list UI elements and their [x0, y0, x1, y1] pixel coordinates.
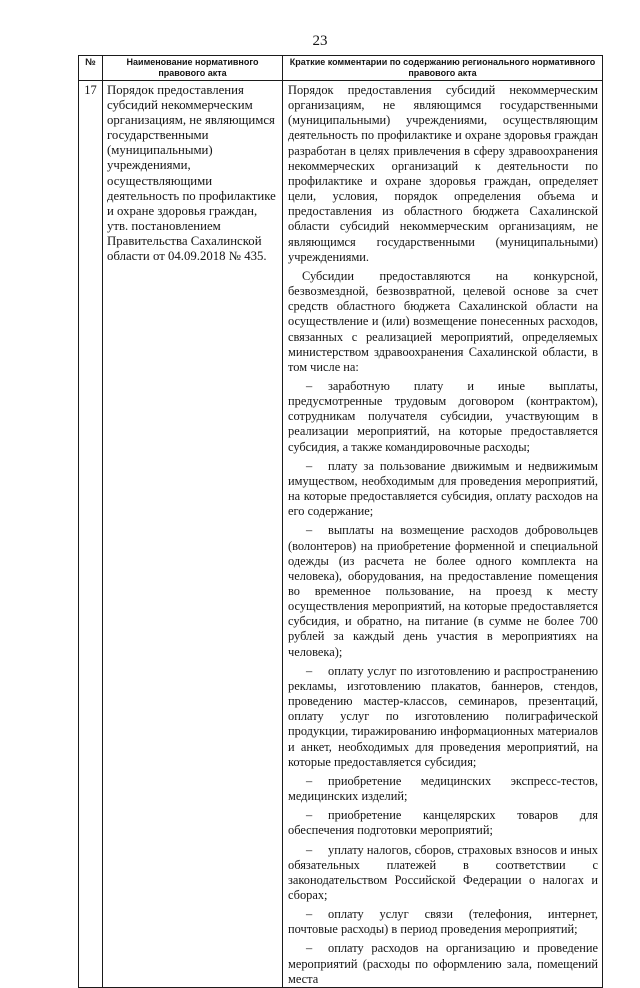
list-item-text: оплату услуг по изготовлению и распространению рекламы, изготовлению плакатов, баннеров, стендов, проведению мастер-классов, семинаров, презентаций, оплату услуг по изготовлению полиграфической продукции, тиражированию информационных материалов и анкет, необходимых для проведения мероприятий, на которые предоставляется субсидия; — [288, 663, 598, 769]
table-header-row — [79, 56, 603, 81]
list-item-text: приобретение канцелярских товаров для обеспечения подготовки мероприятий; — [288, 808, 598, 838]
list-item — [288, 523, 598, 659]
list-item — [288, 774, 598, 804]
list-item-text: выплаты на возмещение расходов добровольцев (волонтеров) на приобретение форменной и специальной одежды (из расчета не более одного комплекта на человека), оборудования, на предоставление помещения во временное пользование, на проезд к месту осуществления мероприятий, на которые предоставляется субсидия, и обратно, на питание (в сумме не более 700 рублей за каждый день участия в мероприятиях на человека); — [288, 523, 598, 659]
regulatory-acts-table — [78, 55, 603, 988]
page-number: 23 — [312, 33, 328, 49]
list-item-text: плату за пользование движимым и недвижимым имуществом, необходимым для проведения мероприятий, на которые предоставляется субсидия, оплату расходов на его содержание; — [288, 458, 598, 519]
row-act-name: Порядок предоставления субсидий некоммерческим организациям, не являющимся государственными (муниципальными) учреждениями, осуществляющими деятельность по профилактике и охране здоровья граждан, утв. постановлением Правительства Сахалинской области от 04.09.2018 № 435. — [103, 81, 283, 988]
header-act-name: Наименование нормативного правового акта — [103, 56, 283, 81]
table-row — [79, 81, 603, 988]
row-comments — [283, 81, 603, 988]
list-item — [288, 907, 598, 937]
dash-bullet: – — [306, 663, 313, 678]
dash-bullet: – — [306, 773, 313, 788]
header-number: № — [79, 56, 103, 81]
list-item-text: оплату услуг связи (телефония, интернет, почтовые расходы) в период проведения мероприятий; — [288, 907, 598, 937]
list-item — [288, 379, 598, 455]
comment-purpose: Субсидии предоставляются на конкурсной, безвозмездной, безвозвратной, целевой основе за счет средств областного бюджета Сахалинской области на осуществление и (или) возмещение понесенных расходов, связанных с реализацией мероприятий, определяемых министерством здравоохранения Сахалинской области, в том числе на: — [288, 268, 598, 374]
list-item-text: приобретение медицинских экспресс-тестов, медицинских изделий; — [288, 773, 598, 804]
list-item-text: оплату расходов на организацию и проведение мероприятий (расходы по оформлению зала, помещений места — [288, 941, 598, 986]
list-item — [288, 664, 598, 770]
dash-bullet: – — [306, 941, 313, 956]
dash-bullet: – — [306, 808, 313, 823]
list-item-text: уплату налогов, сборов, страховых взносов и иных обязательных платежей в соответствии с законодательством Российской Федерации о налогах и сборах; — [288, 842, 598, 902]
dash-bullet: – — [306, 378, 313, 393]
row-number: 17 — [79, 81, 103, 988]
dash-bullet: – — [306, 907, 313, 922]
comment-intro: Порядок предоставления субсидий некоммерческим организациям, не являющимся государственными (муниципальными) учреждениями, осуществляющим деятельность по профилактике и охране здоровья граждан разработан в целях привлечения в сферу здравоохранения некоммерческих организаций к деятельности по профилактике и охране здоровья граждан, определяет цели, условия, порядок определения объема и предоставления из областного бюджета Сахалинской области субсидий некоммерческим организациям, не являющимся государственными (муниципальными) учреждениями. — [288, 83, 598, 264]
list-item — [288, 808, 598, 838]
expense-list — [288, 379, 598, 987]
list-item — [288, 459, 598, 520]
dash-bullet: – — [306, 458, 313, 473]
header-comments: Краткие комментарии по содержанию регионального нормативного правового акта — [283, 56, 603, 81]
dash-bullet: – — [306, 842, 313, 857]
list-item — [288, 941, 598, 986]
dash-bullet: – — [306, 523, 313, 538]
list-item — [288, 843, 598, 904]
list-item-text: заработную плату и иные выплаты, предусмотренные трудовым договором (контрактом), сотрудникам получателя субсидии, участвующим в реализации мероприятий, на которые предоставляется субсидия, а также командировочные расходы; — [288, 378, 598, 454]
